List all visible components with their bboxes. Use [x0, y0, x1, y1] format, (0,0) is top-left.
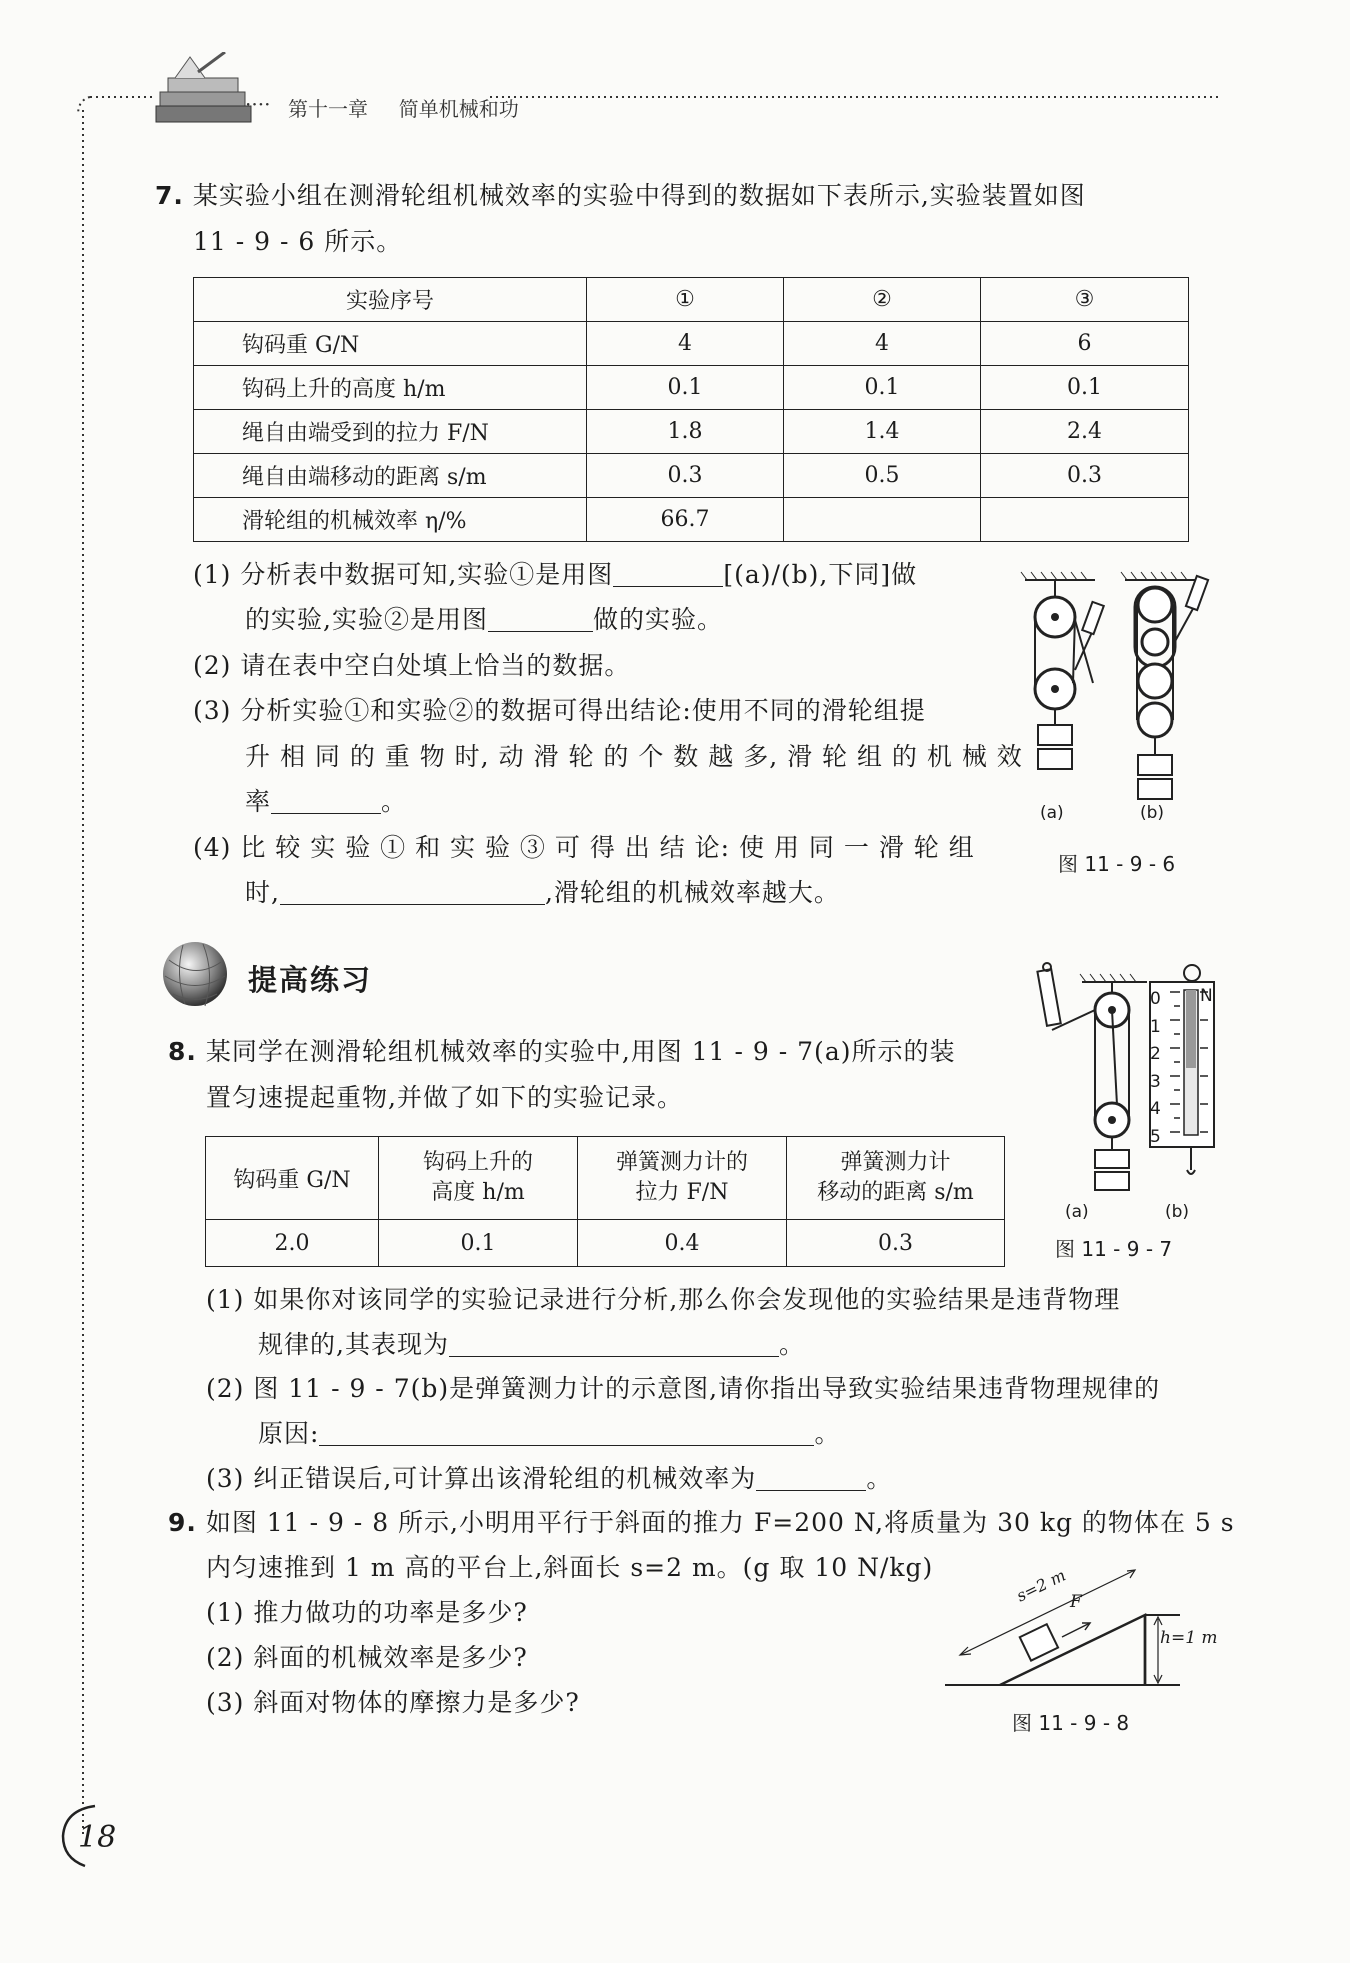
table-cell: 绳自由端移动的距离 s/m [194, 454, 587, 498]
table-cell: 2.0 [206, 1220, 379, 1267]
answer-blank-cell[interactable] [784, 498, 981, 542]
header-line: 弹簧测力计的 [615, 1150, 748, 1175]
q8-data-table [205, 1136, 1005, 1267]
header-line: 移动的距离 s/m [817, 1180, 974, 1205]
figure-caption: 图 11 - 9 - 8 [1012, 1711, 1130, 1735]
globe-ball-icon [155, 940, 235, 1010]
margin-dotted-line [78, 110, 88, 1840]
q8-part1-line2 [258, 1322, 805, 1368]
table-cell: 1.4 [784, 410, 981, 454]
force-label: F [1070, 1592, 1082, 1612]
height-label: h=1 m [1160, 1628, 1218, 1648]
books-logo-icon [150, 52, 260, 132]
answer-blank[interactable] [756, 1460, 866, 1491]
table-cell: 1.8 [587, 410, 784, 454]
table-cell: 0.1 [981, 366, 1189, 410]
table-row [194, 322, 1189, 366]
scale-label: 4 [1150, 1099, 1161, 1119]
scale-unit: N [1200, 986, 1213, 1006]
inclined-plane-figure-11-9-8 [940, 1545, 1230, 1695]
answer-blank[interactable] [449, 1326, 779, 1357]
table-row [194, 454, 1189, 498]
q7-p4-text: ,滑轮组的机械效率越大。 [544, 878, 840, 907]
table-cell: 6 [981, 322, 1189, 366]
q7-data-table [193, 277, 1189, 542]
q7-stem-line2: 11 - 9 - 6 所示。 [193, 227, 403, 256]
q9-stem-line1 [168, 1500, 1235, 1546]
q7-p1-text: 的实验,实验②是用图 [245, 605, 488, 634]
q9-number: 9. [168, 1508, 197, 1537]
header-line: 弹簧测力计 [840, 1150, 951, 1175]
answer-blank[interactable] [488, 601, 593, 632]
table-cell: 0.3 [587, 454, 784, 498]
q7-part1-line2 [245, 597, 723, 643]
q9-part1: (1) 推力做功的功率是多少? [206, 1598, 528, 1627]
header-line: 钩码上升的 [422, 1150, 533, 1175]
figure-caption: 图 11 - 9 - 7 [1055, 1237, 1173, 1261]
table-cell: 0.1 [587, 366, 784, 410]
q7-p4-text: 时, [245, 878, 280, 907]
chapter-title: 简单机械和功 [398, 97, 519, 121]
q8-part1-line1: (1) 如果你对该同学的实验记录进行分析,那么你会发现他的实验结果是违背物理 [206, 1285, 1121, 1314]
table-cell: 钩码重 G/N [194, 322, 587, 366]
table-cell: 4 [587, 322, 784, 366]
q8-stem-line1 [168, 1029, 955, 1075]
table-cell: 2.4 [981, 410, 1189, 454]
table-row [194, 366, 1189, 410]
answer-blank-cell[interactable] [981, 498, 1189, 542]
table-cell: 0.1 [784, 366, 981, 410]
table-cell: ③ [981, 278, 1189, 322]
pulley-figure-11-9-6 [1015, 565, 1235, 830]
q9-stem-text1: 如图 11 - 9 - 8 所示,小明用平行于斜面的推力 F=200 N,将质量为 30 kg 的物体在 5 s [205, 1508, 1235, 1537]
q7-part3-line3 [245, 779, 407, 825]
table-cell: 滑轮组的机械效率 η/% [194, 498, 587, 542]
q8-part2-line2 [258, 1411, 840, 1457]
q8-p1-text: 规律的,其表现为 [258, 1330, 449, 1359]
table-cell [379, 1137, 578, 1220]
answer-blank[interactable] [319, 1415, 814, 1446]
q9-stem-line2: 内匀速推到 1 m 高的平台上,斜面长 s=2 m。(g 取 10 N/kg) [206, 1553, 934, 1582]
q8-p3-text: 。 [866, 1464, 893, 1493]
q8-p2-text: 原因: [258, 1419, 320, 1448]
table-cell [787, 1137, 1005, 1220]
table-cell: 0.4 [578, 1220, 787, 1267]
q7-p1-text: [(a)/(b),下同]做 [723, 560, 918, 589]
table-cell: 钩码重 G/N [206, 1137, 379, 1220]
answer-blank[interactable] [280, 874, 545, 905]
q7-part4-line2 [245, 870, 840, 916]
table-cell [578, 1137, 787, 1220]
q8-stem-text1: 某同学在测滑轮组机械效率的实验中,用图 11 - 9 - 7(a)所示的装 [205, 1037, 956, 1066]
section-title: 提高练习 [248, 963, 373, 997]
table-row [206, 1220, 1005, 1267]
q8-p3-text: (3) 纠正错误后,可计算出该滑轮组的机械效率为 [206, 1464, 757, 1493]
q8-stem-line2: 置匀速提起重物,并做了如下的实验记录。 [206, 1083, 683, 1112]
page-number: 18 [78, 1820, 117, 1855]
fig-label-a: (a) [1040, 803, 1064, 823]
q8-p2-text: 。 [814, 1419, 841, 1448]
answer-blank[interactable] [271, 783, 381, 814]
header-dots: ···· [245, 92, 271, 116]
q7-p1-text: (1) 分析表中数据可知,实验①是用图 [193, 560, 614, 589]
table-header-row [194, 278, 1189, 322]
spring-scale-labels [1150, 986, 1161, 1151]
q8-p1-text: 。 [778, 1330, 805, 1359]
table-cell: 钩码上升的高度 h/m [194, 366, 587, 410]
table-cell: ① [587, 278, 784, 322]
q7-part3-line2: 升 相 同 的 重 物 时, 动 滑 轮 的 个 数 越 多, 滑 轮 组 的 机 械 效 [245, 742, 1023, 771]
fig-label-b: (b) [1165, 1202, 1190, 1222]
table-cell: 0.3 [787, 1220, 1005, 1267]
q7-stem-text1: 某实验小组在测滑轮组机械效率的实验中得到的数据如下表所示,实验装置如图 [192, 181, 1086, 210]
table-row [194, 410, 1189, 454]
table-cell: 4 [784, 322, 981, 366]
table-header-row [206, 1137, 1005, 1220]
scale-label: 1 [1150, 1016, 1161, 1037]
table-cell: 0.1 [379, 1220, 578, 1267]
table-cell: ② [784, 278, 981, 322]
q9-part3: (3) 斜面对物体的摩擦力是多少? [206, 1688, 580, 1717]
q9-part2: (2) 斜面的机械效率是多少? [206, 1643, 528, 1672]
q8-part2-line1: (2) 图 11 - 9 - 7(b)是弹簧测力计的示意图,请你指出导致实验结果违背物理规律的 [206, 1374, 1161, 1403]
slope-length-label: s=2 m [1013, 1565, 1069, 1606]
q8-part3 [206, 1456, 892, 1502]
table-cell: 66.7 [587, 498, 784, 542]
table-row [194, 498, 1189, 542]
scale-label: 2 [1150, 1044, 1161, 1064]
table-cell: 0.5 [784, 454, 981, 498]
figure-caption: 图 11 - 9 - 6 [1058, 852, 1176, 876]
q7-part3-line1: (3) 分析实验①和实验②的数据可得出结论:使用不同的滑轮组提 [193, 696, 926, 725]
header-line: 拉力 F/N [635, 1180, 729, 1205]
q7-part2: (2) 请在表中空白处填上恰当的数据。 [193, 651, 631, 680]
scale-label: 5 [1150, 1126, 1161, 1147]
fig-label-a: (a) [1065, 1202, 1089, 1222]
q7-p3-text: 。 [381, 787, 408, 816]
q8-number: 8. [168, 1037, 197, 1066]
q7-p1-text: 做的实验。 [592, 605, 723, 634]
scale-label: 0 [1150, 989, 1161, 1009]
q7-number: 7. [155, 181, 184, 210]
q7-part1-line1 [193, 552, 917, 598]
answer-blank[interactable] [613, 556, 723, 587]
q7-stem-line1 [155, 173, 1086, 219]
fig-label-b: (b) [1140, 803, 1165, 823]
q7-part4-line1: (4) 比 较 实 验 ① 和 实 验 ③ 可 得 出 结 论: 使 用 同 一 滑 轮 组 [193, 833, 975, 862]
chapter-label: 第十一章 [288, 97, 368, 121]
table-cell: 0.3 [981, 454, 1189, 498]
table-cell: 绳自由端受到的拉力 F/N [194, 410, 587, 454]
header-line: 高度 h/m [431, 1180, 525, 1205]
table-cell: 实验序号 [194, 278, 587, 322]
scale-label: 3 [1150, 1071, 1161, 1092]
q7-p3-text: 率 [245, 787, 272, 816]
